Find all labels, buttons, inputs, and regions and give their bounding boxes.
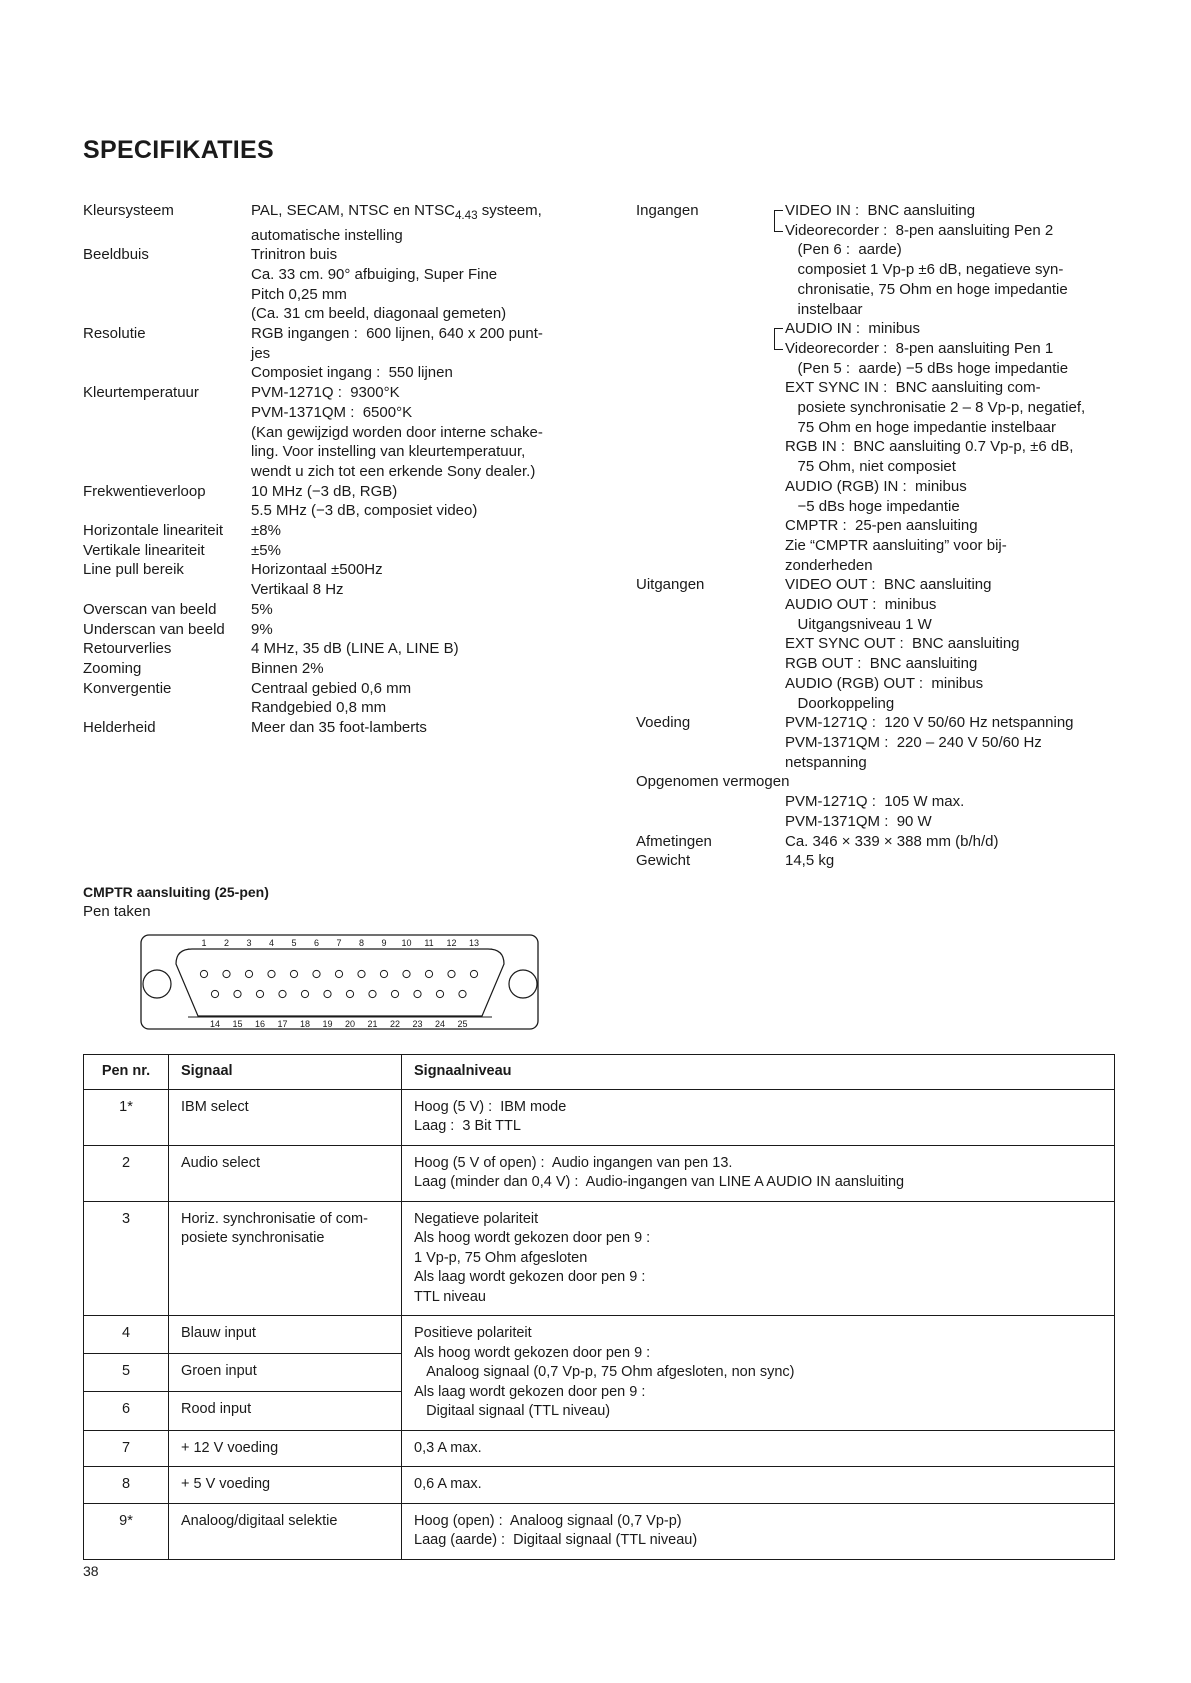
spec-afmetingen (636, 832, 1156, 852)
spec-label: Line pull bereik (83, 561, 184, 579)
pin-top (313, 970, 320, 977)
pin-top-label: 2 (223, 938, 230, 948)
spec-value: 9% (251, 620, 273, 638)
pin-bottom-label: 25 (457, 1019, 468, 1029)
spec-value: 14,5 kg (785, 852, 835, 870)
spec-label: Kleurtemperatuur (83, 384, 199, 402)
pen-number: 6 (84, 1392, 169, 1430)
spec-value: AUDIO IN : minibus Videorecorder : 8-pen aansluiting Pen 1 (Pen 5 : aarde) −5 dBs hoge impedantie EXT SYNC IN : BNC aansluiting com- posiete synchronisatie 2 – 8 Vp-p, negatief, 75 Ohm en hoge impedantie instelbaar RGB IN : BNC aansluiting 0.7 Vp-p, ±6 dB, 75 Ohm, niet composiet AUDIO (RGB) IN : minibus −5 dBs hoge impedantie CMPTR : 25-pen aansluiting Zie “CMPTR aansluiting” voor bij- zonderheden (636, 319, 1156, 575)
mounting-hole-left (143, 970, 171, 998)
bottom-pin-row (210, 990, 468, 1029)
spec-label: Uitgangen (636, 576, 705, 594)
spec-value: 5% (251, 600, 273, 618)
pin-top (290, 970, 297, 977)
pin-bottom-label: 20 (344, 1019, 356, 1029)
pin-bottom (301, 990, 308, 997)
pen-number: 8 (84, 1467, 169, 1504)
spec-value: ±8% (251, 522, 281, 540)
pen-number: 9* (84, 1503, 169, 1559)
pin-bottom (324, 990, 331, 997)
pen-level: Hoog (5 V) : IBM mode Laag : 3 Bit TTL (402, 1089, 1115, 1145)
table-row (84, 1503, 1115, 1559)
pin-bottom (346, 990, 353, 997)
spec-value: ±5% (251, 541, 281, 559)
pin-bottom-label: 16 (254, 1019, 266, 1029)
pen-signal: IBM select (169, 1089, 402, 1145)
spec-value: RGB ingangen : 600 lijnen, 640 x 200 punt- jes Composiet ingang : 550 lijnen (251, 325, 543, 382)
spec-beeldbuis (83, 245, 603, 324)
mounting-hole-right (509, 970, 537, 998)
pen-level: 0,6 A max. (402, 1467, 1115, 1504)
spec-value: PVM-1271Q : 120 V 50/60 Hz netspanning PVM-1371QM : 220 – 240 V 50/60 Hz netspanning (785, 714, 1074, 771)
spec-underscan (83, 620, 603, 640)
spec-overscan (83, 600, 603, 620)
header-signaal: Signaal (169, 1055, 402, 1090)
spec-resolutie (83, 324, 603, 383)
pen-number: 5 (84, 1354, 169, 1392)
pin-top (403, 970, 410, 977)
pin-top (200, 970, 207, 977)
pin-top-label: 11 (424, 938, 434, 948)
spec-kleursysteem (83, 201, 603, 245)
table-row (84, 1430, 1115, 1467)
page-number: 38 (83, 1563, 99, 1579)
pin-bottom-label: 14 (209, 1019, 221, 1029)
spec-label: Ingangen (636, 202, 699, 219)
pen-level: Hoog (open) : Analoog signaal (0,7 Vp-p) Laag (aarde) : Digitaal signaal (TTL niveau) (402, 1503, 1115, 1559)
pin-top-label: 8 (358, 938, 365, 948)
spec-zooming (83, 659, 603, 679)
pin-top-label: 13 (468, 938, 480, 948)
spec-horizontale-lineariteit (83, 521, 603, 541)
pin-top (335, 970, 342, 977)
spec-value: 10 MHz (−3 dB, RGB) 5.5 MHz (−3 dB, composiet video) (251, 482, 478, 520)
connector-shell (176, 949, 504, 1016)
left-spec-list (83, 201, 603, 738)
pin-top (245, 970, 252, 977)
spec-ingangen (636, 201, 1156, 319)
pin-bottom (436, 990, 443, 997)
table-row (84, 1201, 1115, 1316)
spec-label: Underscan van beeld (83, 620, 225, 638)
top-pin-row (200, 938, 479, 978)
spec-label: Retourverlies (83, 640, 172, 658)
pin-top-label: 9 (381, 938, 387, 948)
pen-signal: Rood input (169, 1392, 402, 1430)
spec-label: Opgenomen vermogen (636, 773, 790, 791)
pen-signal: Horiz. synchronisatie of com- posiete synchronisatie (169, 1201, 402, 1316)
pin-top (425, 970, 432, 977)
spec-voeding (636, 713, 1156, 772)
pin-bottom-label: 19 (322, 1019, 333, 1029)
pin-top-label: 10 (401, 938, 412, 948)
pin-bottom-label: 24 (434, 1019, 446, 1029)
spec-line-pull-bereik (83, 560, 603, 599)
cmptr-subtitle: Pen taken (83, 903, 151, 920)
pin-bottom (211, 990, 218, 997)
pin-bottom-label: 23 (412, 1019, 423, 1029)
table-header-row (84, 1055, 1115, 1090)
page-title: SPECIFIKATIES (83, 136, 274, 164)
spec-retourverlies (83, 639, 603, 659)
spec-helderheid (83, 718, 603, 738)
pin-bottom-label: 22 (389, 1019, 401, 1029)
spec-label: Gewicht (636, 852, 691, 870)
pin-bottom (414, 990, 421, 997)
spec-label: Helderheid (83, 719, 156, 737)
pen-number: 4 (84, 1316, 169, 1354)
table-row (84, 1089, 1115, 1145)
spec-label: Kleursysteem (83, 202, 174, 219)
spec-value: Binnen 2% (251, 659, 324, 677)
pen-signal: Audio select (169, 1145, 402, 1201)
pin-bottom (234, 990, 241, 997)
pen-signal: Blauw input (169, 1316, 402, 1354)
spec-gewicht (636, 851, 1156, 871)
spec-opgenomen-vermogen (636, 772, 1156, 831)
pin-bottom-label: 17 (277, 1019, 288, 1029)
spec-value: Centraal gebied 0,6 mm Randgebied 0,8 mm (251, 679, 412, 717)
spec-value: VIDEO OUT : BNC aansluiting AUDIO OUT : minibus Uitgangsniveau 1 W EXT SYNC OUT : BNC aansluiting RGB OUT : BNC aansluiting AUDIO (RGB) OUT : minibus Doorkoppeling (785, 576, 1020, 712)
pin-bottom-label: 21 (367, 1019, 378, 1029)
spec-konvergentie (83, 679, 603, 718)
pin-top-label: 12 (446, 938, 457, 948)
pen-level: Negatieve polariteit Als hoog wordt gekozen door pen 9 : 1 Vp-p, 75 Ohm afgesloten Als laag wordt gekozen door pen 9 : TTL niveau (402, 1201, 1115, 1316)
pin-top (448, 970, 455, 977)
spec-value: Ca. 346 × 339 × 388 mm (b/h/d) (785, 832, 999, 850)
spec-label: Konvergentie (83, 679, 172, 697)
pen-number: 7 (84, 1430, 169, 1467)
pin-top-label: 4 (268, 938, 275, 948)
spec-value: 4 MHz, 35 dB (LINE A, LINE B) (251, 640, 459, 658)
pin-bottom-label: 15 (232, 1019, 243, 1029)
spec-label: Horizontale lineariteit (83, 522, 224, 540)
pin-top (268, 970, 275, 977)
spec-subscript: 4.43 (454, 208, 478, 222)
pin-bottom (369, 990, 376, 997)
pin-bottom-label: 18 (299, 1019, 311, 1029)
pin-bottom (459, 990, 466, 997)
header-signaalniveau: Signaalniveau (402, 1055, 1115, 1090)
pen-signal: Groen input (169, 1354, 402, 1392)
cmptr-title: CMPTR aansluiting (25-pen) (83, 884, 269, 900)
connector-diagram (140, 934, 540, 1034)
pen-number: 3 (84, 1201, 169, 1316)
spec-value: Horizontaal ±500Hz Vertikaal 8 Hz (251, 561, 383, 599)
pin-top (223, 970, 230, 977)
pin-bottom (279, 990, 286, 997)
pen-level: 0,3 A max. (402, 1430, 1115, 1467)
pin-top-label: 1 (201, 938, 207, 948)
pen-level-rgb: Positieve polariteit Als hoog wordt gekozen door pen 9 : Analoog signaal (0,7 Vp-p, 75 Ohm afgesloten, non sync) Als laag wordt gekozen door pen 9 : Digitaal signaal (TTL niveau) (402, 1316, 1115, 1431)
spec-label: Zooming (83, 659, 142, 677)
spec-label: Beeldbuis (83, 246, 149, 264)
pin-top-label: 3 (246, 938, 252, 948)
pin-top-label: 7 (336, 938, 342, 948)
pen-number: 1* (84, 1089, 169, 1145)
pen-signal: Analoog/digitaal selektie (169, 1503, 402, 1559)
pin-bottom (391, 990, 398, 997)
spec-label: Vertikale lineariteit (83, 541, 205, 559)
spec-label: Overscan van beeld (83, 600, 217, 618)
spec-label: Resolutie (83, 325, 146, 343)
pin-top-label: 5 (291, 938, 297, 948)
pen-signal: + 5 V voeding (169, 1467, 402, 1504)
spec-value: VIDEO IN : BNC aansluiting Videorecorder : 8-pen aansluiting Pen 2 (Pen 6 : aarde) composiet 1 Vp-p ±6 dB, negatieve syn- chronisatie, 75 Ohm en hoge impedantie instelbaar (636, 201, 1156, 319)
spec-value: PAL, SECAM, NTSC en $NTSC_{4.43}$ systeem, automatische instelling (251, 202, 542, 244)
spec-ingangen-audio (636, 319, 1156, 575)
spec-value: Trinitron buis Ca. 33 cm. 90° afbuiging, Super Fine Pitch 0,25 mm (Ca. 31 cm beeld, diagonaal gemeten) (251, 246, 507, 323)
pin-top (470, 970, 477, 977)
spec-label: Afmetingen (636, 832, 712, 850)
spec-value: Meer dan 35 foot-lamberts (251, 719, 427, 737)
spec-value: PVM-1271Q : 9300°K PVM-1371QM : 6500°K (Kan gewijzigd worden door interne schake- ling. Voor instelling van kleurtemperatuur, wendt u zich tot een erkende Sony dealer.) (251, 384, 543, 480)
pin-table (83, 1054, 1115, 1560)
spec-value: PVM-1271Q : 105 W max. PVM-1371QM : 90 W (785, 793, 965, 830)
table-row (84, 1145, 1115, 1201)
pin-top-label: 6 (313, 938, 320, 948)
table-row (84, 1316, 1115, 1354)
spec-uitgangen (636, 575, 1156, 713)
pen-signal: + 12 V voeding (169, 1430, 402, 1467)
table-row (84, 1467, 1115, 1504)
spec-kleurtemperatuur (83, 383, 603, 482)
spec-label: Voeding (636, 714, 691, 732)
spec-frekwentieverloop (83, 482, 603, 521)
pen-level: Hoog (5 V of open) : Audio ingangen van pen 13. Laag (minder dan 0,4 V) : Audio-ingangen van LINE A AUDIO IN aansluiting (402, 1145, 1115, 1201)
pen-number: 2 (84, 1145, 169, 1201)
pin-top (358, 970, 365, 977)
spec-label: Frekwentieverloop (83, 482, 206, 500)
pin-top (380, 970, 387, 977)
right-spec-list (636, 201, 1156, 871)
pin-bottom (256, 990, 263, 997)
header-pen-nr: Pen nr. (84, 1055, 169, 1090)
spec-vertikale-lineariteit (83, 541, 603, 561)
